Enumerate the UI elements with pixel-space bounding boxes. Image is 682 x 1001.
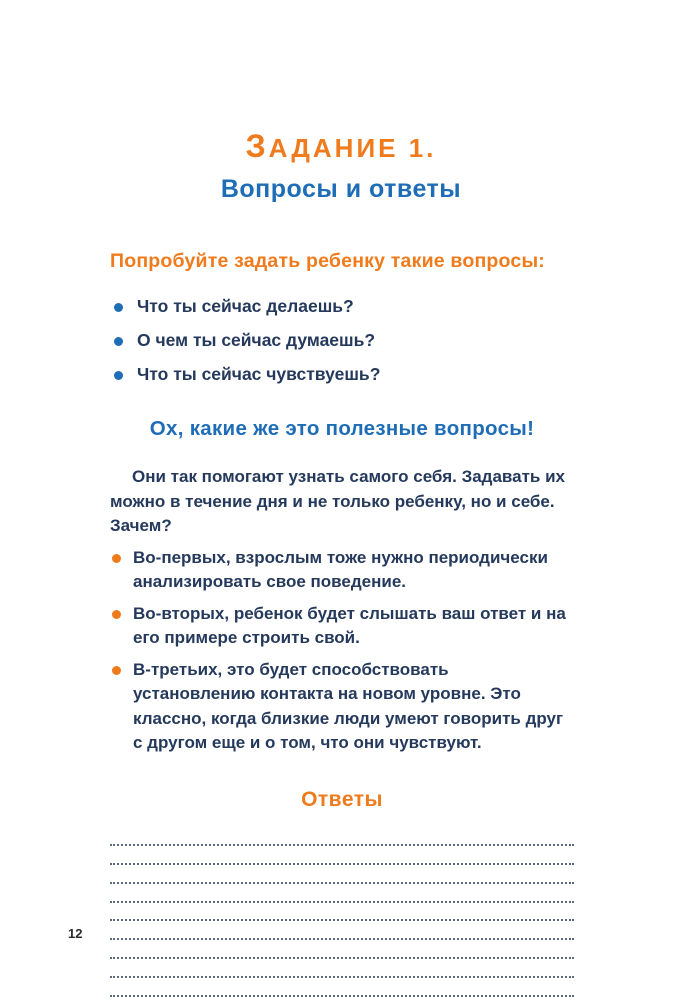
point-item bbox=[110, 602, 574, 651]
questions-heading: Попробуйте задать ребенку такие вопросы: bbox=[110, 250, 545, 272]
useful-questions-heading: Ох, какие же это полезные вопросы! bbox=[149, 417, 535, 440]
question-text: Что ты сейчас чувствуешь? bbox=[137, 364, 381, 384]
point-text: Во-первых, взрослым тоже нужно периодически анализировать свое поведение. bbox=[133, 547, 548, 591]
answers-heading: Ответы bbox=[301, 787, 383, 811]
answer-line bbox=[110, 940, 574, 959]
points-list bbox=[110, 546, 574, 756]
question-item bbox=[110, 295, 574, 317]
bullet-dot-icon bbox=[114, 303, 123, 312]
point-item bbox=[110, 658, 574, 756]
point-text: В-третьих, это будет способствовать установлению контакта на новом уровне. Это классно, когда близкие люди умеют говорить друг с другом еще и о том, что они чувствуют. bbox=[133, 659, 564, 752]
answer-line bbox=[110, 884, 574, 903]
questions-list bbox=[110, 295, 574, 385]
page-header bbox=[0, 0, 682, 204]
answer-line bbox=[110, 903, 574, 922]
point-item bbox=[110, 546, 574, 595]
page-title: ЗАДАНИЕ 1. bbox=[245, 128, 437, 164]
answer-line bbox=[110, 828, 574, 847]
question-item bbox=[110, 363, 574, 385]
question-text: О чем ты сейчас думаешь? bbox=[137, 330, 376, 350]
page-number: 12 bbox=[68, 926, 83, 941]
question-text: Что ты сейчас делаешь? bbox=[137, 296, 354, 316]
bullet-dot-icon bbox=[112, 666, 121, 675]
answer-line bbox=[110, 921, 574, 940]
answer-line bbox=[110, 978, 574, 997]
lead-paragraph: Они так помогают узнать самого себя. Задавать их можно в течение дня и не только ребенку, но и себе. Зачем? bbox=[110, 467, 566, 535]
bullet-dot-icon bbox=[114, 337, 123, 346]
bullet-dot-icon bbox=[112, 554, 121, 563]
answer-line bbox=[110, 959, 574, 978]
answer-lines bbox=[110, 828, 574, 997]
page-subtitle: Вопросы и ответы bbox=[220, 175, 462, 203]
answer-line bbox=[110, 846, 574, 865]
page-content bbox=[0, 250, 682, 997]
bullet-dot-icon bbox=[112, 610, 121, 619]
question-item bbox=[110, 329, 574, 351]
answer-line bbox=[110, 865, 574, 884]
bullet-dot-icon bbox=[114, 371, 123, 380]
point-text: Во-вторых, ребенок будет слышать ваш ответ и на его примере строить свой. bbox=[133, 603, 566, 647]
